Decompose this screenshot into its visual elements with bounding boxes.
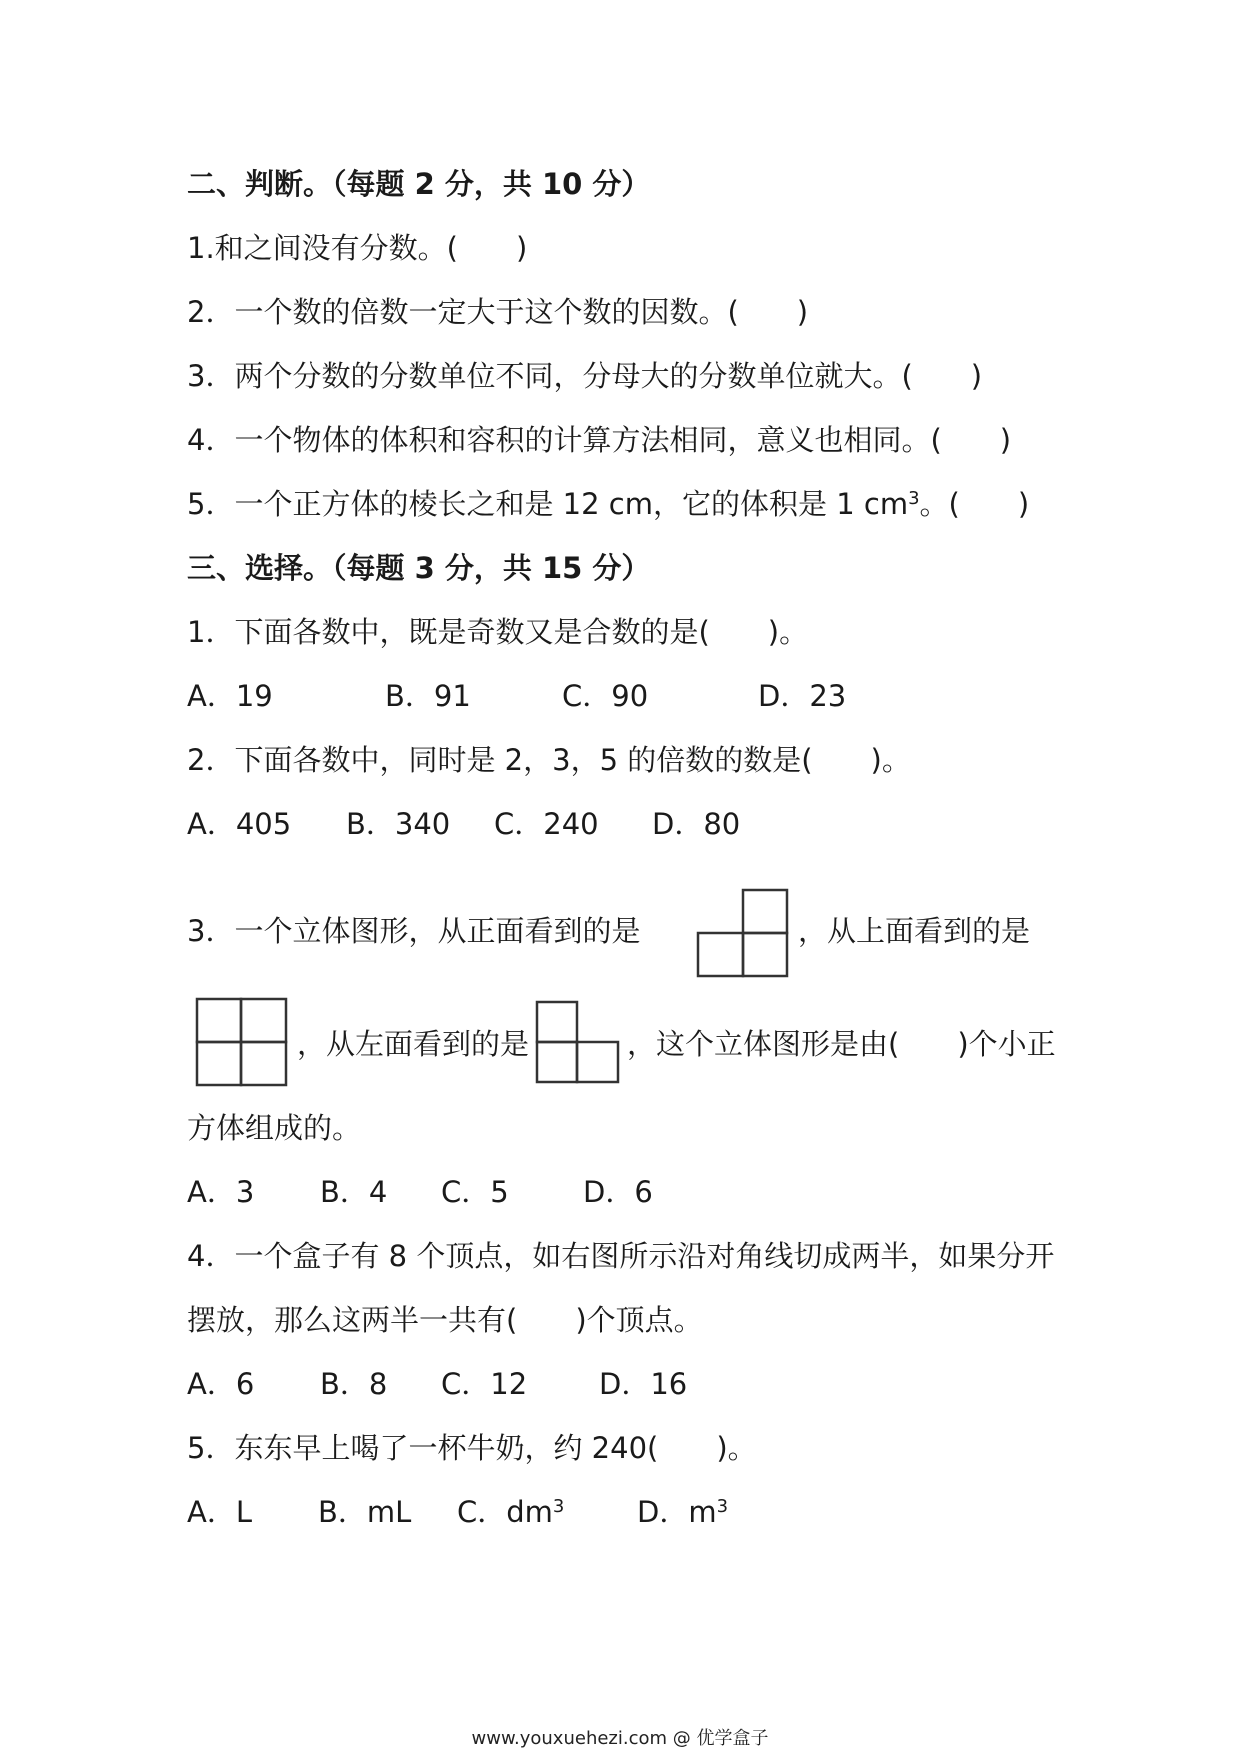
top-view-square bbox=[241, 999, 286, 1042]
choice-question-5: 5．东东早上喝了一杯牛奶，约 240( )。 bbox=[187, 1431, 757, 1465]
q5-option-c bbox=[457, 1492, 564, 1532]
q2-option-d: D．80 bbox=[652, 807, 741, 841]
choice-question-3-part5: 方体组成的。 bbox=[187, 1111, 362, 1145]
choice-question-4-line2: 摆放，那么这两半一共有( )个顶点。 bbox=[187, 1303, 703, 1337]
top-view-square bbox=[197, 999, 241, 1042]
footer-watermark: www.youxuehezi.com @ 优学盒子 bbox=[471, 1728, 769, 1749]
q4-option-d: D．16 bbox=[599, 1367, 688, 1401]
q1-option-c: C．90 bbox=[562, 679, 649, 713]
choice-question-3-part3: ，从左面看到的是 bbox=[297, 1027, 530, 1061]
q2-option-c: C．240 bbox=[494, 807, 599, 841]
front-view-left-square bbox=[698, 933, 743, 976]
left-view-figure bbox=[534, 999, 622, 1085]
q1-option-b: B．91 bbox=[385, 679, 471, 713]
top-view-figure bbox=[194, 996, 290, 1088]
q3-option-c: C．5 bbox=[441, 1175, 509, 1209]
question-4: 4．一个物体的体积和容积的计算方法相同，意义也相同。( ) bbox=[187, 423, 1012, 457]
question-5-tail: 。( ) bbox=[919, 487, 1030, 521]
choice-question-4-line1: 4．一个盒子有 8 个顶点，如右图所示沿对角线切成两半，如果分开 bbox=[187, 1239, 1055, 1273]
choice-question-2: 2．下面各数中，同时是 2，3，5 的倍数的数是( )。 bbox=[187, 743, 911, 777]
choice-question-3-part1: 3．一个立体图形，从正面看到的是 bbox=[187, 914, 641, 948]
question-3: 3．两个分数的分数单位不同，分母大的分数单位就大。( ) bbox=[187, 359, 983, 393]
q5-option-d-text: D．m bbox=[637, 1495, 717, 1529]
q5-option-d bbox=[637, 1492, 728, 1532]
q5-option-a: A．L bbox=[187, 1495, 252, 1529]
superscript: 3 bbox=[716, 1496, 729, 1517]
left-view-left-square bbox=[537, 1042, 577, 1082]
q1-option-d: D．23 bbox=[758, 679, 847, 713]
q3-option-a: A．3 bbox=[187, 1175, 255, 1209]
superscript: 3 bbox=[552, 1496, 565, 1517]
question-5 bbox=[187, 484, 1029, 524]
q5-option-c-text: C．dm bbox=[457, 1495, 553, 1529]
question-5-text: 5．一个正方体的棱长之和是 12 cm，它的体积是 1 cm bbox=[187, 487, 909, 521]
left-view-right-square bbox=[577, 1042, 618, 1082]
section2-title: 二、判断。（每题 2 分，共 10 分） bbox=[187, 167, 651, 201]
section3-title: 三、选择。（每题 3 分，共 15 分） bbox=[187, 551, 651, 585]
q3-option-b: B．4 bbox=[320, 1175, 388, 1209]
q2-option-b: B．340 bbox=[346, 807, 451, 841]
question-1: 1.和之间没有分数。( ) bbox=[187, 231, 528, 265]
front-view-top-square bbox=[743, 890, 787, 933]
q2-option-a: A．405 bbox=[187, 807, 292, 841]
q5-option-b: B．mL bbox=[318, 1495, 412, 1529]
q3-option-d: D．6 bbox=[583, 1175, 653, 1209]
q4-option-b: B．8 bbox=[320, 1367, 388, 1401]
front-view-right-square bbox=[743, 933, 787, 976]
top-view-square bbox=[241, 1042, 286, 1085]
choice-question-3-part4: ，这个立体图形是由( )个小正 bbox=[627, 1027, 1056, 1061]
superscript: 3 bbox=[908, 488, 920, 509]
choice-question-1: 1．下面各数中，既是奇数又是合数的是( )。 bbox=[187, 615, 809, 649]
q4-option-a: A．6 bbox=[187, 1367, 255, 1401]
front-view-figure bbox=[695, 887, 791, 979]
q4-option-c: C．12 bbox=[441, 1367, 528, 1401]
q1-option-a: A．19 bbox=[187, 679, 273, 713]
top-view-square bbox=[197, 1042, 241, 1085]
choice-question-3-part2: ，从上面看到的是 bbox=[798, 914, 1031, 948]
left-view-top-square bbox=[537, 1002, 577, 1042]
question-2: 2．一个数的倍数一定大于这个数的因数。( ) bbox=[187, 295, 809, 329]
